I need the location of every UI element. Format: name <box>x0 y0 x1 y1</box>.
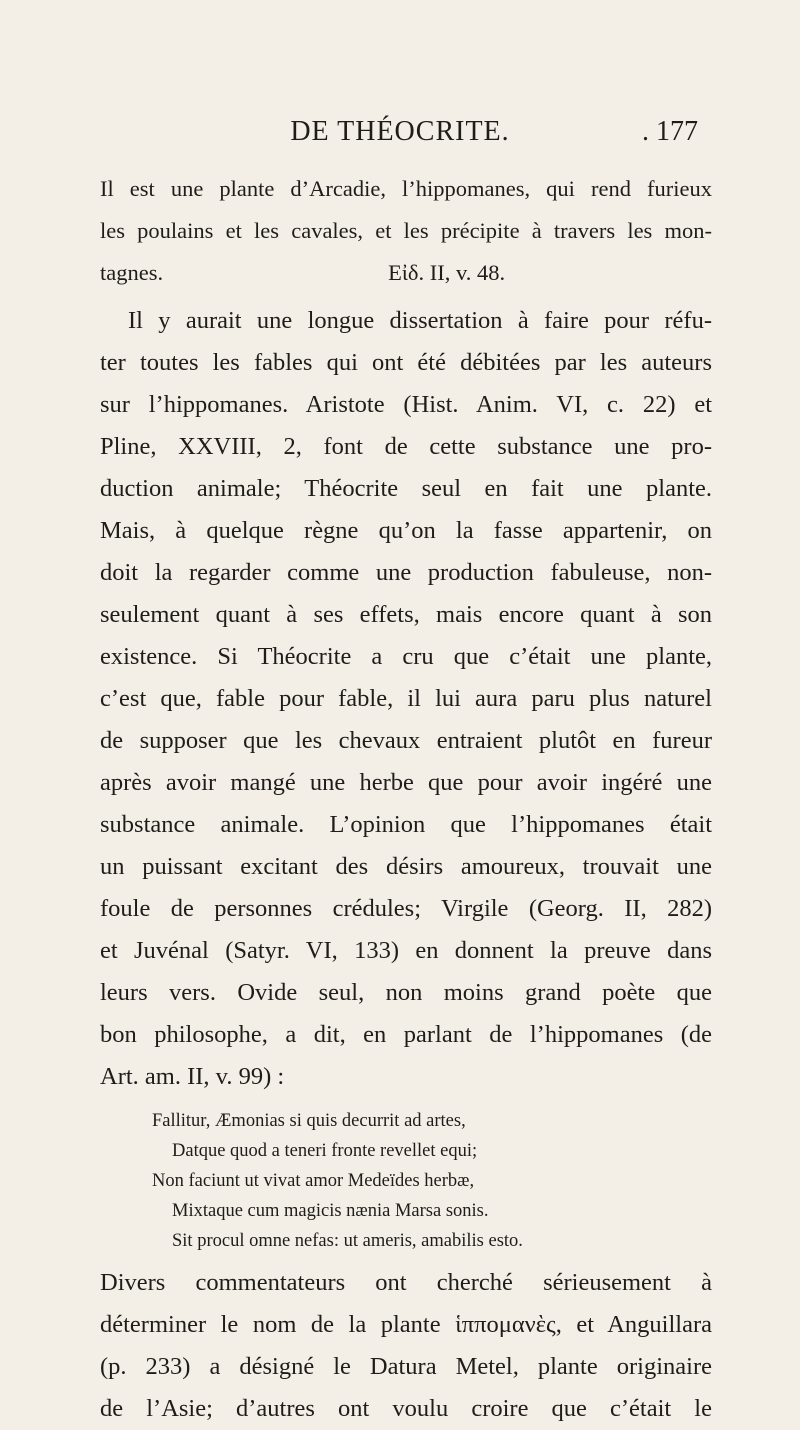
paragraph-dissertation <box>100 300 712 1098</box>
latin-quotation <box>100 1106 712 1256</box>
text-line: Pline, XXVIII, 2, font de cette substance une pro- <box>100 433 712 460</box>
text-line: les poulains et les cavales, et les précipite à travers les mon- <box>100 218 712 243</box>
paragraph-intro <box>100 168 712 294</box>
text-line: Il y aurait une longue dissertation à faire pour réfu- <box>128 307 712 334</box>
text-line: duction animale; Théocrite seul en fait une plante. <box>100 475 712 502</box>
text-line: déterminer le nom de la plante ἱππομανὲς, et Anguillara <box>100 1311 712 1338</box>
verse-line: Mixtaque cum magicis nænia Marsa sonis. <box>172 1201 489 1221</box>
text-line: (p. 233) a désigné le Datura Metel, plante originaire <box>100 1353 712 1380</box>
text-line: de l’Asie; d’autres ont voulu croire que c’était le <box>100 1395 712 1422</box>
text-line: doit la regarder comme une production fabuleuse, non- <box>100 559 712 586</box>
text-line: sur l’hippomanes. Aristote (Hist. Anim. VI, c. 22) et <box>100 391 712 418</box>
verse-line: Datque quod a teneri fronte revellet equi; <box>172 1141 478 1161</box>
text-line: leurs vers. Ovide seul, non moins grand poète que <box>100 979 712 1006</box>
text-line: c’est que, fable pour fable, il lui aura paru plus naturel <box>100 685 712 712</box>
text-line: bon philosophe, a dit, en parlant de l’hippomanes (de <box>100 1021 712 1048</box>
text-line: et Juvénal (Satyr. VI, 133) en donnent la preuve dans <box>100 937 712 964</box>
text-line: ter toutes les fables qui ont été débitées par les auteurs <box>100 349 712 376</box>
text-line: tagnes. Εἰδ. II, v. 48. <box>100 260 506 285</box>
text-line: de supposer que les chevaux entraient plutôt en fureur <box>100 727 712 754</box>
page-number: . 177 <box>642 116 698 147</box>
running-head: DE THÉOCRITE. <box>290 116 510 147</box>
text-line: existence. Si Théocrite a cru que c’était une plante, <box>100 643 712 670</box>
verse-line: Sit procul omne nefas: ut ameris, amabilis esto. <box>172 1231 523 1251</box>
text-line: un puissant excitant des désirs amoureux, trouvait une <box>100 853 712 880</box>
body-text <box>100 168 712 1430</box>
text-line: foule de personnes crédules; Virgile (Georg. II, 282) <box>100 895 712 922</box>
paragraph-commentators <box>100 1262 712 1430</box>
text-line: Art. am. II, v. 99) : <box>100 1063 285 1090</box>
text-line: Mais, à quelque règne qu’on la fasse appartenir, on <box>100 517 712 544</box>
verse-line: Fallitur, Æmonias si quis decurrit ad artes, <box>152 1111 466 1131</box>
text-line: Il est une plante d’Arcadie, l’hippomanes, qui rend furieux <box>100 176 712 201</box>
verse-line: Non faciunt ut vivat amor Medeïdes herbæ, <box>152 1171 475 1191</box>
page-header <box>0 116 800 156</box>
text-line: Divers commentateurs ont cherché sérieusement à <box>100 1269 712 1296</box>
text-line: substance animale. L’opinion que l’hippomanes était <box>100 811 712 838</box>
text-line: seulement quant à ses effets, mais encore quant à son <box>100 601 712 628</box>
text-line: après avoir mangé une herbe que pour avoir ingéré une <box>100 769 712 796</box>
